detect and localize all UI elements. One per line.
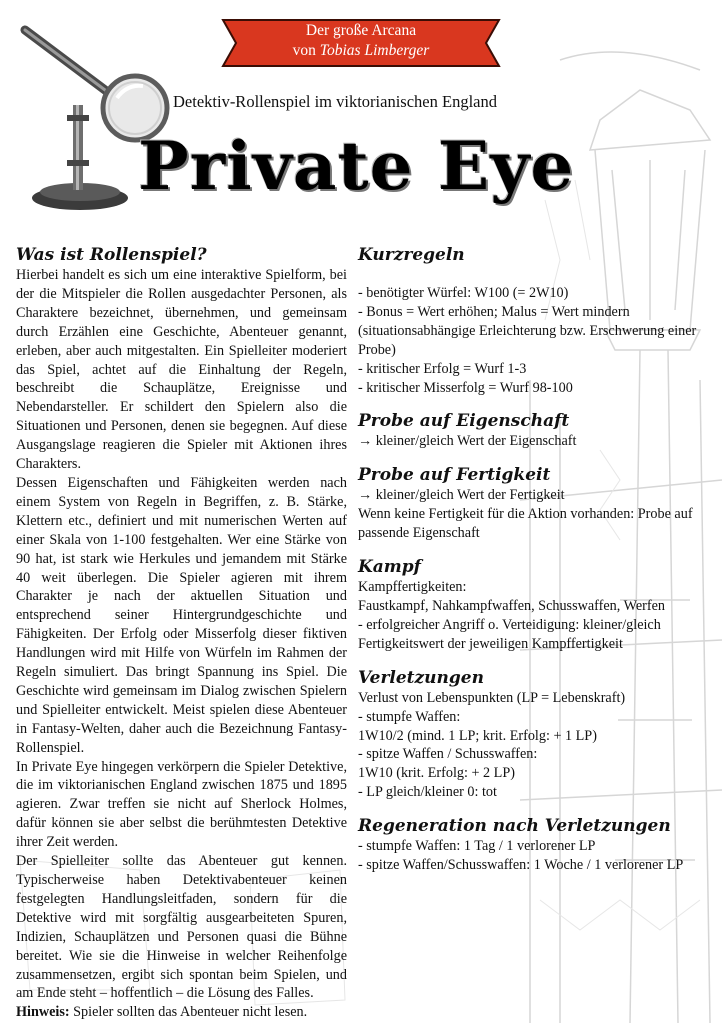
- left-paragraph-1: Hierbei handelt es sich um eine interaktive Spielform, bei der die Mitspieler die Rollen ausgedachter Personen, als Charaktere bezeichnet, übernehmen, und gemeinsam durch Erzählen eine Geschichte, Abenteuer genannt, erleben, aber auch mitgestalten. Ein Spielleiter moderiert das Spiel, achtet auf die Einhaltung der Regeln, beschreibt die Schauplätze, Ereignisse und Nebendarsteller. Er schildert den Spielern also die Situationen und Personen, denen sie begegnen. Auf diese Ausgangslage reagieren die Spieler mit Aktionen ihres Charakters.: [16, 267, 347, 473]
- subtitle: Detektiv-Rollenspiel im viktorianischen England: [173, 92, 497, 111]
- right-heading: Kurzregeln: [358, 245, 465, 265]
- left-paragraph-3: In Private Eye hingegen verkörpern die Spieler Detektive, die im viktorianischen England zwischen 1875 und 1895 agieren. Zwar treffen sie nicht auf Sherlock Holmes, dafür können sie aber selbst die berühmtesten Detektive ihrer Zeit werden.: [16, 758, 347, 851]
- section-line: - LP gleich/kleiner 0: tot: [358, 784, 497, 801]
- left-paragraph-2: Dessen Eigenschaften und Fähigkeiten werden nach einem System von Regeln in Begriffen, z. B. Stärke, Klettern etc., definiert und mit numerischen Werten auf einer Skala von 1-100 festgehalten. Wer eine Stärke von 90 hat, ist stark wie Herkules und jemandem mit Stärke 40 weit überlegen. Die Spieler agieren mit ihrem Charakter je nach der aktuellen Situation und entsprechend seiner Hintergrundgeschichte und Fähigkeiten. Der Erfolg oder Misserfolg dieser fiktiven Handlungen wird mit Hilfe von Würfeln im Rahmen der Regeln simuliert. Das bringt Spannung ins Spiel. Die Geschichte wird gemeinsam im Dialog zwischen Spielern und Spielleiter entwickelt. Meist spielen diese Abenteuer in Fantasy-Welten, daher auch die Bezeichnung Fantasy-Rollenspiel.: [16, 474, 347, 756]
- banner-line1: Der große Arcana: [305, 22, 417, 39]
- section-regeneration: [358, 815, 698, 875]
- right-column: [358, 244, 698, 875]
- section-verletzungen: [358, 667, 698, 802]
- section-line: → kleiner/gleich Wert der Eigenschaft: [358, 433, 577, 450]
- left-hint: [16, 1003, 347, 1022]
- section-line: 1W10 (krit. Erfolg: + 2 LP): [358, 765, 515, 782]
- page-title: Private Eye: [138, 127, 575, 205]
- section-title: Probe auf Fertigkeit: [358, 465, 551, 486]
- left-heading: Was ist Rollenspiel?: [16, 245, 207, 265]
- section-title: Verletzungen: [358, 667, 484, 688]
- banner-line2: [221, 41, 501, 61]
- header-banner: [221, 18, 501, 68]
- section-line: → kleiner/gleich Wert der Fertigkeit: [358, 487, 565, 504]
- section-line: Wenn keine Fertigkeit für die Aktion vorhanden: Probe auf passende Eigenschaft: [358, 506, 693, 542]
- section-title: Regeneration nach Verletzungen: [358, 816, 671, 837]
- left-paragraph-4: Der Spielleiter sollte das Abenteuer gut kennen. Typischerweise haben Detektivabenteuer keinen festgelegten Handlungsleitfaden, sondern für die Detektive wird mit sorgfältig ausgearbeiteten Spuren, Indizien, Schauplätzen und Personen quasi die Bühne bereitet. Wie sie die Hinweise in welcher Reihenfolge zusammensetzen, ergibt sich spontan beim Spielen, und am Ende steht – hoffentlich – die Lösung des Falles.: [16, 853, 347, 1002]
- section-kampf: [358, 556, 698, 654]
- section-probe-fertigkeit: [358, 464, 698, 543]
- section-line: - spitze Waffen/Schusswaffen: 1 Woche / 1 verlorener LP: [358, 857, 684, 874]
- section-line: Kampffertigkeiten:: [358, 579, 467, 596]
- rule-line: - kritischer Erfolg = Wurf 1-3: [358, 360, 527, 377]
- section-line: 1W10/2 (mind. 1 LP; krit. Erfolg: + 1 LP): [358, 727, 597, 744]
- banner-author: Tobias Limberger: [319, 42, 430, 59]
- section-line: Verlust von Lebenspunkten (LP = Lebenskraft): [358, 689, 626, 706]
- rule-line: - benötigter Würfel: W100 (= 2W10): [358, 285, 569, 301]
- hint-text: Spieler sollten das Abenteuer nicht lesen.: [69, 1004, 308, 1021]
- rule-line: - kritischer Misserfolg = Wurf 98-100: [358, 379, 573, 396]
- section-line: - stumpfe Waffen: 1 Tag / 1 verlorener LP: [358, 838, 596, 855]
- left-column: [16, 244, 347, 1022]
- hint-label: Hinweis:: [16, 1004, 70, 1021]
- section-line: Faustkampf, Nahkampfwaffen, Schusswaffen, Werfen: [358, 597, 665, 614]
- section-title: Probe auf Eigenschaft: [358, 411, 570, 432]
- section-probe-eigenschaft: [358, 410, 698, 451]
- section-title: Kampf: [358, 557, 421, 578]
- banner-line2-prefix: von: [292, 42, 320, 59]
- section-line: - stumpfe Waffen:: [358, 708, 461, 725]
- rule-line: - Bonus = Wert erhöhen; Malus = Wert mindern (situationsabhängige Erleichterung bzw. Erschwerung einer Probe): [358, 303, 697, 358]
- section-line: - erfolgreicher Angriff o. Verteidigung: kleiner/gleich Fertigkeitswert der jeweiligen Kampffertigkeit: [358, 616, 661, 652]
- section-line: - spitze Waffen / Schusswaffen:: [358, 746, 538, 763]
